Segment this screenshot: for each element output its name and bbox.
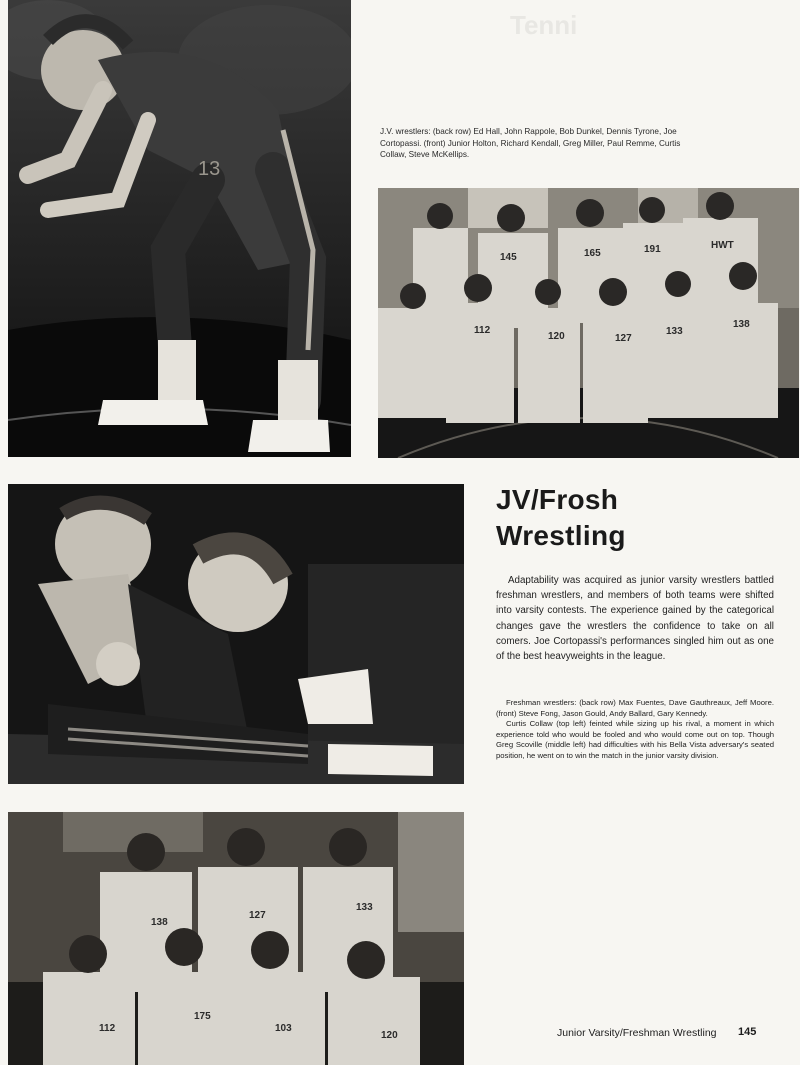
photo-freshman-team xyxy=(8,812,464,1065)
frosh-jersey-127: 127 xyxy=(249,910,266,921)
jv-jersey-hwt: HWT xyxy=(711,240,734,251)
jv-team-caption: J.V. wrestlers: (back row) Ed Hall, John Rappole, Bob Dunkel, Dennis Tyrone, Joe Cortopassi. (front) Junior Holton, Richard Kendall, Greg Miller, Paul Remme, Curtis Collaw, Steve McKellips. xyxy=(380,127,681,159)
photo-curtis-collaw xyxy=(8,0,351,457)
frosh-jersey-175: 175 xyxy=(194,1011,211,1022)
jv-jersey-133: 133 xyxy=(666,326,683,337)
section-footer: Junior Varsity/Freshman Wrestling xyxy=(557,1027,717,1039)
page-title xyxy=(496,482,626,554)
jv-jersey-138: 138 xyxy=(733,319,750,330)
jv-jersey-120: 120 xyxy=(548,331,565,342)
wrestler-number: 13 xyxy=(198,158,221,180)
frosh-jersey-120: 120 xyxy=(381,1030,398,1041)
jv-jersey-112: 112 xyxy=(474,325,491,336)
page-number: 145 xyxy=(738,1026,757,1038)
photo-greg-scoville xyxy=(8,484,464,784)
frosh-jersey-138: 138 xyxy=(151,917,168,928)
frosh-jersey-112: 112 xyxy=(99,1023,116,1034)
frosh-jersey-133: 133 xyxy=(356,902,373,913)
caption-block xyxy=(496,698,774,762)
action-photos-caption: Curtis Collaw (top left) feinted while sizing up his rival, a moment in which experience told who would be fooled and who would come out on top. Though Greg Scoville (middle left) had difficulties with his Bella Vista adversary's seated position, he went on to win the match in the junior varsity division. xyxy=(496,719,774,760)
bleed-through-text: Tenni xyxy=(510,10,578,40)
freshman-team-caption: Freshman wrestlers: (back row) Max Fuentes, Dave Gauthreaux, Jeff Moore. (front) Steve Fong, Jason Gould, Andy Ballard, Gary Kennedy. xyxy=(496,698,774,718)
jv-jersey-145: 145 xyxy=(500,252,517,263)
title-line-2: Wrestling xyxy=(496,520,626,551)
title-line-1: JV/Frosh xyxy=(496,484,619,515)
frosh-jersey-103: 103 xyxy=(275,1023,292,1034)
jv-jersey-191: 191 xyxy=(644,244,661,255)
photo-jv-team xyxy=(378,188,799,458)
jv-jersey-165: 165 xyxy=(584,248,601,259)
jv-jersey-127: 127 xyxy=(615,333,632,344)
story-body: Adaptability was acquired as junior varsity wrestlers battled freshman wrestlers, and members of both teams were shifted into varsity contests. The experience gained by the categorical changes gave the wrestlers the confidence to take on all comers. Joe Cortopassi's performances singled him out as one of the best heavyweights in the league. xyxy=(496,575,774,663)
